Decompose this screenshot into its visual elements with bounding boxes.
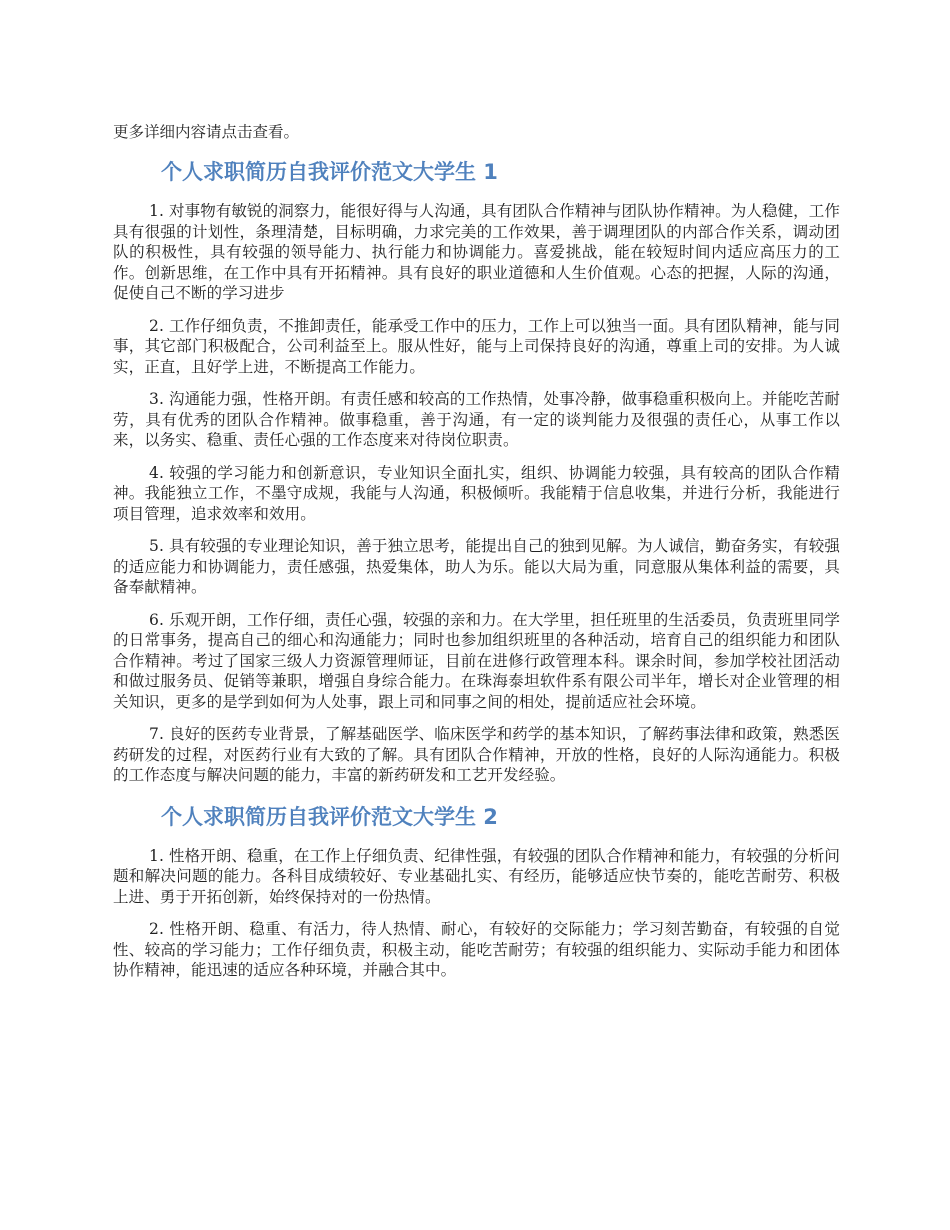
- section-title: 个人求职简历自我评价范文大学生 2: [161, 804, 498, 829]
- paragraph: 3. 沟通能力强，性格开朗。有责任感和较高的工作热情，处事冷静，做事稳重积极向上。并能吃苦耐劳，具有优秀的团队合作精神。做事稳重，善于沟通，有一定的谈判能力及很强的责任心，从事工作以来，以务实、稳重、责任心强的工作态度来对待岗位职责。: [113, 390, 840, 449]
- paragraph: 6. 乐观开朗，工作仔细，责任心强，较强的亲和力。在大学里，担任班里的生活委员，负责班里同学的日常事务，提高自己的细心和沟通能力；同时也参加组织班里的各种活动，培育自己的组织能力和团队合作精神。考过了国家三级人力资源管理师证，目前在进修行政管理本科。课余时间，参加学校社团活动和做过服务员、促销等兼职，增强自身综合能力。在珠海泰坦软件系有限公司半年，增长对企业管理的相关知识，更多的是学到如何为人处事，跟上司和同事之间的相处，提前适应社会环境。: [113, 610, 840, 711]
- paragraph: 5. 具有较强的专业理论知识，善于独立思考，能提出自己的独到见解。为人诚信，勤奋务实，有较强的适应能力和协调能力，责任感强，热爱集体，助人为乐。能以大局为重，同意服从集体利益的需要，具备奉献精神。: [113, 537, 840, 596]
- paragraph: 7. 良好的医药专业背景，了解基础医学、临床医学和药学的基本知识，了解药事法律和政策，熟悉医药研发的过程，对医药行业有大致的了解。具有团队合作精神，开放的性格，良好的人际沟通能力。积极的工作态度与解决问题的能力，丰富的新药研发和工艺开发经验。: [113, 725, 840, 784]
- paragraph: 2. 性格开朗、稳重、有活力，待人热情、耐心，有较好的交际能力；学习刻苦勤奋，有较强的自觉性、较高的学习能力；工作仔细负责，积极主动，能吃苦耐劳；有较强的组织能力、实际动手能力和团体协作精神，能迅速的适应各种环境，并融合其中。: [113, 920, 840, 979]
- paragraph: 2. 工作仔细负责，不推卸责任，能承受工作中的压力，工作上可以独当一面。具有团队精神，能与同事，其它部门积极配合，公司利益至上。服从性好，能与上司保持良好的沟通，尊重上司的安排。为人诚实，正直，且好学上进，不断提高工作能力。: [113, 316, 840, 376]
- paragraph: 4. 较强的学习能力和创新意识，专业知识全面扎实，组织、协调能力较强，具有较高的团队合作精神。我能独立工作，不墨守成规，我能与人沟通，积极倾听。我能精于信息收集，并进行分析，我能进行项目管理，追求效率和效用。: [113, 463, 840, 523]
- paragraph: 1. 性格开朗、稳重，在工作上仔细负责、纪律性强，有较强的团队合作精神和能力，有较强的分析问题和解决问题的能力。各科目成绩较好、专业基础扎实、有经历，能够适应快节奏的，能吃苦耐劳、积极上进、勇于开拓创新，始终保持对的一份热情。: [113, 846, 840, 906]
- intro-link-text[interactable]: 更多详细内容请点击查看。: [113, 123, 300, 141]
- section-1: [113, 157, 840, 786]
- paragraph: 1. 对事物有敏锐的洞察力，能很好得与人沟通，具有团队合作精神与团队协作精神。为人稳健，工作具有很强的计划性，条理清楚，目标明确，力求完美的工作效果，善于调理团队的内部合作关系，调动团队的积极性，具有较强的领导能力、执行能力和协调能力。喜爱挑战，能在较短时间内适应高压力的工作。创新思维，在工作中具有开拓精神。具有良好的职业道德和人生价值观。心态的把握，人际的沟通，促使自己不断的学习进步: [113, 202, 840, 302]
- document-page: [113, 120, 840, 993]
- section-2: [113, 802, 840, 981]
- section-title: 个人求职简历自我评价范文大学生 1: [161, 160, 498, 184]
